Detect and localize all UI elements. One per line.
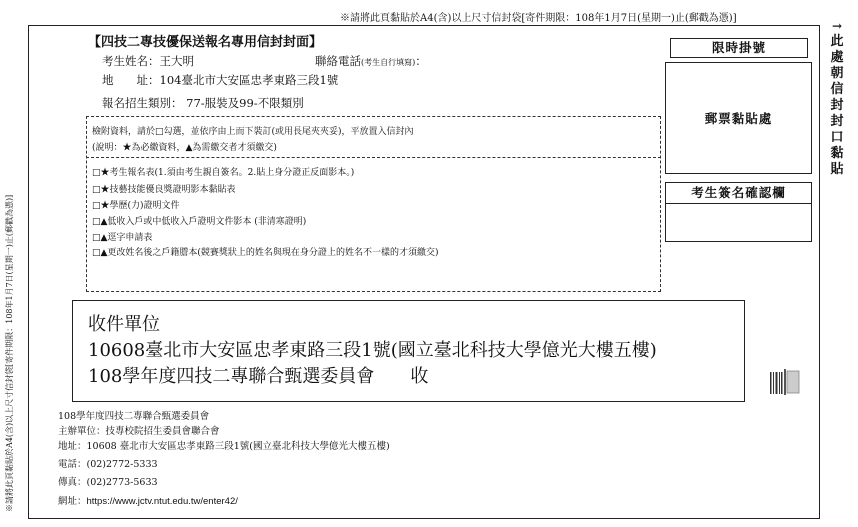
barcode-icon — [770, 369, 800, 395]
phone-row — [315, 53, 427, 69]
checklist-divider — [86, 157, 661, 158]
checklist-item[interactable]: □▲逕字申請表 — [92, 233, 153, 243]
seal-char: 口 — [830, 130, 844, 145]
checklist-item[interactable]: □★學歷(力)證明文件 — [92, 201, 180, 211]
checklist-item[interactable]: □★技藝技能優良獎證明影本黏貼表 — [92, 185, 236, 195]
stamp-area-label: 郵票黏貼處 — [704, 111, 773, 126]
recipient-committee: 108學年度四技二專聯合甄選委員會 收 — [88, 366, 429, 387]
seal-char: 封 — [830, 98, 844, 113]
application-category: 報名招生類別： 77-服裝及99-不限類別 — [102, 96, 304, 110]
checklist-item[interactable]: □▲更改姓名後之戶籍謄本(競賽獎狀上的姓名與現在身分證上的姓名不一樣的才須繳交) — [92, 248, 439, 258]
checklist-intro: 檢附資料，請於□勾選，並依序由上而下裝訂(或用長尾夾夾妥)，平放置入信封內 — [92, 127, 414, 137]
seal-char: 此 — [830, 34, 844, 49]
side-deadline-note: ※請將此頁黏貼於A4(含)以上尺寸信封袋[寄件期限：108年1月7日(星期一)止(郵戳為憑)] — [5, 194, 14, 512]
stamp-area — [665, 62, 812, 174]
cover-title: 【四技二專技優保送報名專用信封封面】 — [88, 35, 323, 50]
seal-char: 封 — [830, 114, 844, 129]
applicant-name: 考生姓名：王大明 — [102, 54, 194, 68]
checklist-item[interactable]: □★考生報名表(1.須由考生親自簽名。2.貼上身分證正反面影本。) — [92, 168, 355, 178]
seal-char: 朝 — [830, 66, 844, 81]
seal-instruction — [828, 18, 846, 178]
phone-label: 聯絡電話 — [315, 54, 361, 68]
seal-char: 貼 — [830, 162, 844, 177]
seal-char: 處 — [830, 50, 844, 65]
phone-note: (考生自行填寫) — [361, 58, 416, 67]
footer-fax: 傳真：(02)2773-5633 — [58, 477, 158, 488]
footer-org: 108學年度四技二專聯合甄選委員會 — [58, 411, 210, 422]
recipient-label: 收件單位 — [88, 314, 160, 335]
recipient-address: 10608臺北市大安區忠孝東路三段1號(國立臺北科技大學億光大樓五樓) — [88, 340, 657, 361]
applicant-address: 地 址：104臺北市大安區忠孝東路三段1號 — [102, 73, 339, 87]
checklist-legend: (說明：★為必繳資料，▲為需繳交者才須繳交) — [92, 143, 277, 153]
checklist-item[interactable]: □▲低收入戶或中低收入戶證明文件影本 (非清寒證明) — [92, 217, 307, 227]
signature-box — [665, 182, 812, 242]
footer-website[interactable]: 網址：https://www.jctv.ntut.edu.tw/enter42/ — [58, 496, 238, 507]
registered-mail-label: 限時掛號 — [711, 40, 766, 55]
registered-mail-box — [670, 38, 808, 58]
phone-colon: ： — [415, 54, 427, 68]
signature-box-label: 考生簽名確認欄 — [666, 183, 811, 204]
footer-phone: 電話：(02)2772-5333 — [58, 459, 158, 470]
arrow-right-icon: → — [831, 19, 843, 33]
mailing-deadline-note: ※請將此頁黏貼於A4(含)以上尺寸信封袋[寄件期限：108年1月7日(星期一)止(郵戳為憑)] — [340, 13, 737, 24]
seal-char: 黏 — [830, 146, 844, 161]
footer-host: 主辦單位：技專校院招生委員會聯合會 — [58, 426, 220, 437]
seal-char: 信 — [830, 82, 844, 97]
footer-address: 地址：10608 臺北市大安區忠孝東路三段1號(國立臺北科技大學億光大樓五樓) — [58, 441, 390, 452]
